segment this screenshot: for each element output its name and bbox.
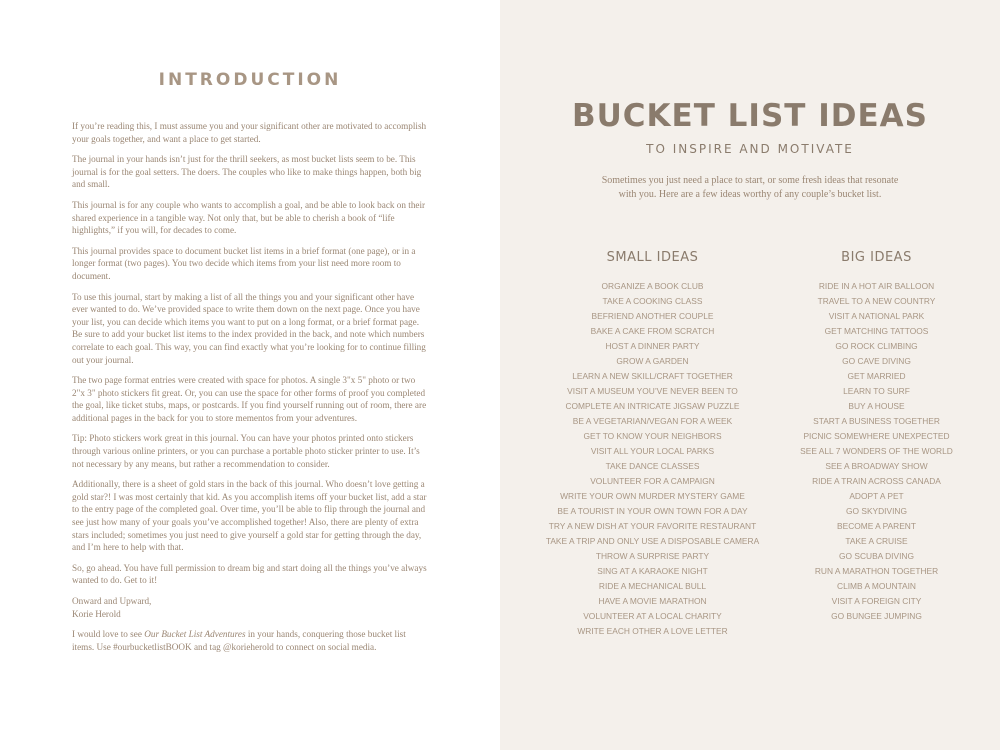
idea-item: BAKE A CAKE FROM SCRATCH (590, 326, 715, 336)
idea-item: ADOPT A PET (849, 491, 904, 501)
intro-paragraph: This journal is for any couple who wants to accomplish a goal, and be able to look back on their shared experience in a tangible way. Not only that, but be able to cherish a book of “life highlights,” if you will, for decades to come. (72, 199, 426, 236)
idea-item: GROW A GARDEN (616, 356, 689, 366)
closing-paragraph (72, 628, 428, 653)
idea-item: TRAVEL TO A NEW COUNTRY (817, 296, 936, 306)
intro-paragraph: So, go ahead. You have full permission to dream big and start doing all the things you’ve always wanted to do. Get to it! (72, 562, 427, 586)
idea-item: ORGANIZE A BOOK CLUB (601, 281, 704, 291)
idea-item: LEARN TO SURF (843, 386, 910, 396)
introduction-title: INTRODUCTION (158, 70, 342, 90)
idea-item: RIDE A MECHANICAL BULL (598, 581, 707, 591)
idea-item: PICNIC SOMEWHERE UNEXPECTED (803, 431, 950, 441)
intro-paragraph: Tip: Photo stickers work great in this journal. You can have your photos printed onto stickers through various online printers, or you can purchase a portable photo sticker printer to use. It’s not necessary by any means, but rather a recommendation to consider. (72, 433, 420, 469)
idea-item: BE A TOURIST IN YOUR OWN TOWN FOR A DAY (557, 506, 748, 516)
idea-item: CLIMB A MOUNTAIN (837, 581, 916, 591)
idea-item: TAKE A CRUISE (845, 536, 908, 546)
closing-text: in your hands, conquering those bucket list items. Use #ourbucketlistBOOK and tag @korieherold to connect on social media. (72, 629, 406, 652)
idea-item: TAKE DANCE CLASSES (605, 461, 700, 471)
idea-item: VISIT A NATIONAL PARK (828, 311, 925, 321)
closing-text: I would love to see (72, 629, 145, 640)
intro-paragraph: Additionally, there is a sheet of gold stars in the back of this journal. Who doesn’t love getting a gold star?! I was most certainly that kid. As you accomplish items off your bucket list, add a star to the entry page of the completed goal. Over time, you’ll be able to flip through the journal and see just how many of your goals you’ve accomplished together! Also, there are plenty of extra stars included; sometimes you just need to give yourself a gold star for getting through the day, and I’m here to help with that. (72, 479, 427, 553)
idea-item: SEE ALL 7 WONDERS OF THE WORLD (800, 446, 953, 456)
idea-item: VISIT A MUSEUM YOU’VE NEVER BEEN TO (567, 386, 738, 396)
intro-paragraph: To use this journal, start by making a list of all the things you and your significant other have ever wanted to do. We’ve provided space to write them down on the next page. Once you have your list, you can decide which items you want to put on a long format, or a brief format page. Be sure to add your bucket list items to the index provided in the back, and note which numbers correlate to each goal. This way, you can find exactly what you’re looking for to continue filling out your journal. (72, 291, 426, 365)
idea-item: GET TO KNOW YOUR NEIGHBORS (583, 431, 722, 441)
introduction-body (72, 120, 428, 661)
small-ideas-list (530, 279, 775, 639)
big-ideas-heading: BIG IDEAS (841, 250, 912, 265)
idea-item: BECOME A PARENT (837, 521, 916, 531)
idea-item: VOLUNTEER FOR A CAMPAIGN (590, 476, 715, 486)
idea-item: GO CAVE DIVING (842, 356, 911, 366)
idea-item: WRITE YOUR OWN MURDER MYSTERY GAME (560, 491, 745, 501)
bucket-list-lead: Sometimes you just need a place to start, or some fresh ideas that resonate with you. Here are a few ideas worthy of any couple’s bucket list. (601, 175, 899, 200)
idea-item: WRITE EACH OTHER A LOVE LETTER (577, 626, 728, 636)
idea-item: VOLUNTEER AT A LOCAL CHARITY (583, 611, 722, 621)
idea-item: TAKE A COOKING CLASS (602, 296, 703, 306)
idea-item: VISIT ALL YOUR LOCAL PARKS (590, 446, 715, 456)
idea-item: VISIT A FOREIGN CITY (831, 596, 922, 606)
idea-item: HOST A DINNER PARTY (605, 341, 700, 351)
author-name: Korie Herold (72, 608, 121, 619)
intro-paragraph: If you’re reading this, I must assume you and your significant other are motivated to accomplish your goals together, and want a place to get started. (72, 121, 427, 144)
idea-item: RIDE IN A HOT AIR BALLOON (818, 281, 935, 291)
idea-item: GO SKYDIVING (846, 506, 907, 516)
idea-item: GO BUNGEE JUMPING (831, 611, 922, 621)
bucket-list-title: BUCKET LIST IDEAS (571, 98, 928, 134)
bucket-list-ideas-page (500, 0, 1000, 750)
idea-item: LEARN A NEW SKILL/CRAFT TOGETHER (572, 371, 733, 381)
big-ideas-list (789, 279, 964, 624)
intro-paragraph: The journal in your hands isn’t just for the thrill seekers, as most bucket lists seem to be. This journal is for the goal setters. The doers. The couples who like to make things happen, both big and small. (72, 154, 422, 190)
intro-paragraph: The two page format entries were created with space for photos. A single 3"x 5" photo or two 2"x 3" photo stickers fit great. Or, you can use the space for other forms of proof you completed the goal, like ticket stubs, maps, or postcards. If you find yourself running out of room, there are additional pages in the back for you to store mementos from your adventures. (72, 375, 427, 423)
idea-item: GO ROCK CLIMBING (835, 341, 918, 351)
idea-item: RUN A MARATHON TOGETHER (814, 566, 939, 576)
signoff: Onward and Upward, (72, 596, 152, 606)
small-ideas-heading: SMALL IDEAS (606, 250, 699, 265)
bucket-list-subtitle: TO INSPIRE AND MOTIVATE (646, 142, 854, 156)
book-title: Our Bucket List Adventures (144, 629, 246, 640)
idea-item: SEE A BROADWAY SHOW (825, 461, 928, 471)
idea-item: GO SCUBA DIVING (839, 551, 914, 561)
idea-item: TAKE A TRIP AND ONLY USE A DISPOSABLE CAMERA (545, 536, 760, 546)
idea-item: START A BUSINESS TOGETHER (813, 416, 940, 426)
idea-item: GET MARRIED (847, 371, 906, 381)
idea-item: HAVE A MOVIE MARATHON (598, 596, 707, 606)
idea-item: BEFRIEND ANOTHER COUPLE (591, 311, 714, 321)
idea-item: TRY A NEW DISH AT YOUR FAVORITE RESTAURANT (548, 521, 757, 531)
intro-paragraph: This journal provides space to document bucket list items in a brief format (one page), or in a longer format (two pages). You two decide which items from your list need more room to document. (72, 245, 416, 281)
idea-item: GET MATCHING TATTOOS (824, 326, 929, 336)
idea-item: SING AT A KARAOKE NIGHT (597, 566, 708, 576)
idea-item: RIDE A TRAIN ACROSS CANADA (812, 476, 941, 486)
idea-item: BUY A HOUSE (848, 401, 905, 411)
idea-item: THROW A SURPRISE PARTY (595, 551, 710, 561)
idea-item: BE A VEGETARIAN/VEGAN FOR A WEEK (572, 416, 733, 426)
idea-item: COMPLETE AN INTRICATE JIGSAW PUZZLE (565, 401, 740, 411)
